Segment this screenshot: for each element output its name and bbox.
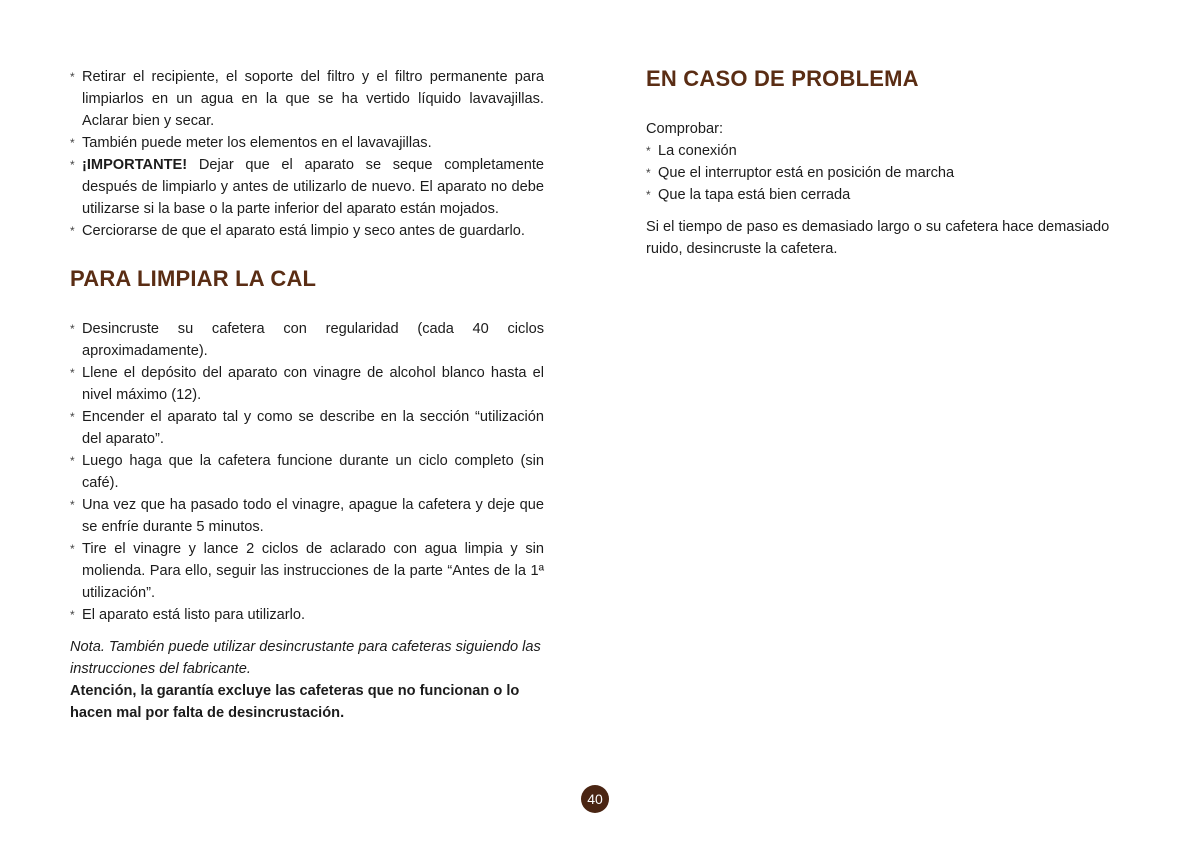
list-item-text: Luego haga que la cafetera funcione durante un ciclo completo (sin café). [82,453,544,491]
list-item-text: La conexión [658,143,737,159]
list-item-text: Encender el aparato tal y como se describe en la sección “utilización del aparato”. [82,409,544,447]
asterisk-bullet-icon: * [646,188,651,202]
list-item-text: Llene el depósito del aparato con vinagre de alcohol blanco hasta el nivel máximo (12). [82,365,544,403]
list-item [70,494,544,538]
descaling-heading: PARA LIMPIAR LA CAL [70,266,317,291]
list-item [646,140,1124,162]
list-item [70,220,544,242]
descaler-note: Nota. También puede utilizar desincrustante para cafeteras siguiendo las instrucciones del fabricante. [70,639,541,677]
asterisk-bullet-icon: * [646,166,651,180]
list-item-text: Cerciorarse de que el aparato está limpio y seco antes de guardarlo. [82,223,525,239]
list-item-text: Que la tapa está bien cerrada [658,187,851,203]
list-item-text: Tire el vinagre y lance 2 ciclos de aclarado con agua limpia y sin molienda. Para ello, seguir las instrucciones de la parte “Antes de la 1ª utilización”. [82,541,544,601]
list-item [70,154,544,220]
slow-brew-paragraph: Si el tiempo de paso es demasiado largo o su cafetera hace demasiado ruido, desincruste la cafetera. [646,219,1110,257]
page-number-badge: 40 [581,785,609,813]
asterisk-bullet-icon: * [70,224,75,238]
cleaning-list [70,66,544,242]
asterisk-bullet-icon: * [70,136,75,150]
list-item-text: Retirar el recipiente, el soporte del filtro y el filtro permanente para limpiarlos en un agua en la que se ha vertido líquido lavavajillas. Aclarar bien y secar. [82,69,544,129]
list-item-text: El aparato está listo para utilizarlo. [82,607,306,623]
list-item [70,362,544,406]
descaling-list [70,318,544,626]
left-column [70,66,544,724]
asterisk-bullet-icon: * [70,498,75,512]
list-item-text: Dejar que el aparato se seque completamente después de limpiarlo y antes de utilizarlo de nuevo. El aparato no debe utilizarse si la base o la parte inferior del aparato están mojados. [82,157,544,217]
asterisk-bullet-icon: * [70,542,75,556]
asterisk-bullet-icon: * [646,144,651,158]
list-item [70,450,544,494]
asterisk-bullet-icon: * [70,454,75,468]
check-list [646,140,1124,206]
right-column [646,66,1124,260]
list-item-text: Una vez que ha pasado todo el vinagre, apague la cafetera y deje que se enfríe durante 5 minutos. [82,497,544,535]
list-item [70,406,544,450]
important-label: ¡IMPORTANTE! [82,157,188,173]
list-item [70,66,544,132]
asterisk-bullet-icon: * [70,158,75,172]
troubleshooting-heading: EN CASO DE PROBLEMA [646,66,919,91]
list-item-text: Que el interruptor está en posición de marcha [658,165,955,181]
list-item [70,604,544,626]
asterisk-bullet-icon: * [70,70,75,84]
list-item-text: Desincruste su cafetera con regularidad (cada 40 ciclos aproximadamente). [82,321,544,359]
list-item [70,318,544,362]
asterisk-bullet-icon: * [70,366,75,380]
list-item [646,184,1124,206]
asterisk-bullet-icon: * [70,608,75,622]
asterisk-bullet-icon: * [70,410,75,424]
warranty-warning: Atención, la garantía excluye las cafeteras que no funcionan o lo hacen mal por falta de desincrustación. [70,683,520,721]
check-intro: Comprobar: [646,121,724,137]
list-item [70,132,544,154]
list-item [646,162,1124,184]
list-item [70,538,544,604]
list-item-text: También puede meter los elementos en el lavavajillas. [82,135,432,151]
asterisk-bullet-icon: * [70,322,75,336]
